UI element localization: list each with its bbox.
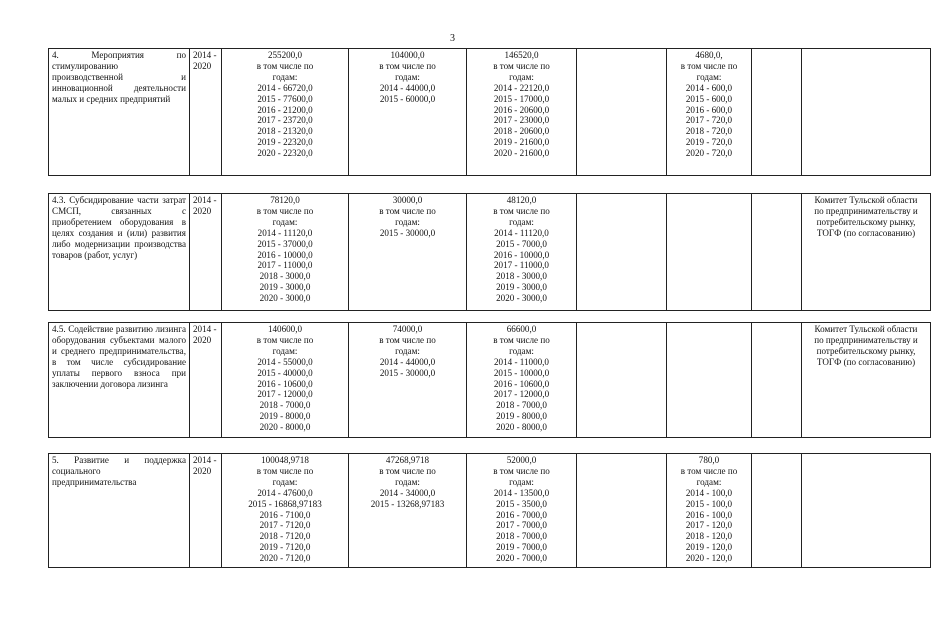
cell-line: в том числе по <box>680 60 738 71</box>
municipal-funding-cell <box>577 49 667 176</box>
cell-line: годам: <box>509 345 534 356</box>
cell-line: 2019 - 3000,0 <box>496 282 547 293</box>
period-cell <box>190 194 222 311</box>
cell-line: в том числе по <box>379 60 436 71</box>
cell-line: годам: <box>395 216 420 227</box>
cell-line: 2016 - 600,0 <box>685 104 733 115</box>
cell-line: годам: <box>509 216 534 227</box>
period-cell <box>190 49 222 176</box>
cell-line: 780,0 <box>698 455 720 465</box>
cell-line: 2015 - 30000,0 <box>379 367 436 378</box>
responsible-executor-cell <box>802 454 931 568</box>
cell-line: 2017 - 23000,0 <box>493 115 550 126</box>
cell-line: годам: <box>272 71 298 82</box>
cell-line: годам: <box>272 345 298 356</box>
other-funding-cell <box>667 454 752 568</box>
cell-line: годам: <box>395 345 420 356</box>
cell-line: 2017 - 11000,0 <box>257 260 313 271</box>
extra-funding-cell <box>752 323 802 438</box>
cell-line: 2014 - <box>193 324 217 334</box>
program-block-4-5 <box>48 322 931 438</box>
cell-line: 2018 - 120,0 <box>685 531 733 542</box>
cell-line: 2015 - 60000,0 <box>379 93 436 104</box>
cell-line: 140600,0 <box>267 324 303 334</box>
cell-line: 2017 - 12000,0 <box>257 389 313 400</box>
total-funding-cell <box>222 454 349 568</box>
cell-line: 52000,0 <box>506 455 537 465</box>
cell-line: 2016 - 20600,0 <box>493 104 550 115</box>
cell-line: 2014 - <box>193 455 217 465</box>
cell-line: 2014 - 100,0 <box>685 487 733 498</box>
cell-line: 2014 - 44000,0 <box>379 356 436 367</box>
cell-line: годам: <box>395 71 420 82</box>
cell-line: 2014 - 11120,0 <box>494 227 549 238</box>
cell-line: в том числе по <box>493 205 550 216</box>
municipal-funding-cell <box>577 454 667 568</box>
cell-line: 100048,9718 <box>261 455 309 465</box>
program-block-4 <box>48 48 931 176</box>
other-funding-cell <box>667 49 752 176</box>
cell-line: в том числе по <box>493 60 550 71</box>
municipal-funding-cell <box>577 323 667 438</box>
cell-line: 2014 - 11000,0 <box>494 356 549 367</box>
cell-line: 2020 <box>193 465 212 476</box>
cell-line: в том числе по <box>256 60 314 71</box>
cell-line: 2014 - 600,0 <box>685 82 733 93</box>
cell-line: 2020 - 720,0 <box>685 148 733 159</box>
regional-funding-cell <box>467 454 577 568</box>
cell-line: годам: <box>272 476 298 487</box>
cell-line: 2017 - 720,0 <box>685 115 733 126</box>
cell-line: годам: <box>696 71 722 82</box>
program-block-5 <box>48 453 931 568</box>
cell-line: 2020 - 7120,0 <box>259 553 311 564</box>
other-funding-cell <box>667 323 752 438</box>
cell-line: 2015 - 30000,0 <box>379 227 436 238</box>
cell-line: 255200,0 <box>267 50 303 60</box>
federal-funding-cell <box>349 49 467 176</box>
extra-funding-cell <box>752 454 802 568</box>
total-funding-cell <box>222 194 349 311</box>
cell-line: 2018 - 7120,0 <box>259 531 311 542</box>
cell-line: 2018 - 7000,0 <box>259 400 311 411</box>
cell-line: в том числе по <box>493 465 550 476</box>
cell-line: 2019 - 720,0 <box>685 137 733 148</box>
cell-line: в том числе по <box>379 205 436 216</box>
cell-line: потребительскому рынку, <box>816 216 916 227</box>
cell-line: 2015 - 77600,0 <box>257 93 313 104</box>
cell-line: 2014 - 22120,0 <box>493 82 550 93</box>
cell-line: годам: <box>395 476 420 487</box>
cell-line: годам: <box>509 71 534 82</box>
cell-line: по предпринимательству и <box>814 205 918 216</box>
cell-line: годам: <box>272 216 298 227</box>
cell-line: 2014 - 66720,0 <box>257 82 313 93</box>
cell-line: 2014 - <box>193 195 217 205</box>
cell-line: 2015 - 13268,97183 <box>370 498 445 509</box>
cell-line: 2015 - 10000,0 <box>493 367 550 378</box>
cell-line: 2019 - 21600,0 <box>493 137 550 148</box>
cell-line: Комитет Тульской области <box>814 195 918 205</box>
cell-line: 48120,0 <box>506 195 537 205</box>
cell-line: 30000,0 <box>392 195 423 205</box>
cell-line: по предпринимательству и <box>814 334 918 345</box>
cell-line: 2019 - 22320,0 <box>257 137 313 148</box>
other-funding-cell <box>667 194 752 311</box>
responsible-executor-cell <box>802 194 931 311</box>
cell-line: 2015 - 3500,0 <box>496 498 547 509</box>
cell-line: 2019 - 7000,0 <box>496 542 547 553</box>
cell-line: годам: <box>696 476 722 487</box>
cell-line: 2015 - 7000,0 <box>496 238 547 249</box>
cell-line: 2018 - 7000,0 <box>496 400 547 411</box>
cell-line: 2016 - 10600,0 <box>493 378 550 389</box>
cell-line: 2020 - 7000,0 <box>496 553 547 564</box>
measure-name: 4.5. Содействие развитию лизинга оборудования субъектами малого и среднего предпринимательства, в том числе субсидирование уплаты первого взноса при заключении договора лизинга <box>49 323 190 438</box>
cell-line: 2014 - 44000,0 <box>379 82 436 93</box>
cell-line: 2015 - 100,0 <box>685 498 733 509</box>
cell-line: 146520,0 <box>504 50 539 60</box>
cell-line: 4680,0, <box>695 50 723 60</box>
cell-line: 2019 - 3000,0 <box>259 282 311 293</box>
cell-line: 2020 <box>193 205 212 216</box>
cell-line: 2020 - 3000,0 <box>259 293 311 304</box>
measure-name: 4.3. Субсидирование части затрат СМСП, связанных с приобретением оборудования в целях создания и (или) развития либо модернизации производства товаров (работ, услуг) <box>49 194 190 311</box>
total-funding-cell <box>222 323 349 438</box>
cell-line: 2015 - 16868,97183 <box>248 498 322 509</box>
cell-line: 2017 - 12000,0 <box>493 389 550 400</box>
regional-funding-cell <box>467 323 577 438</box>
cell-line: 2014 - 47600,0 <box>257 487 313 498</box>
extra-funding-cell <box>752 49 802 176</box>
cell-line: 2020 - 3000,0 <box>496 293 547 304</box>
cell-line: 2016 - 100,0 <box>685 509 733 520</box>
cell-line: 2018 - 720,0 <box>685 126 733 137</box>
cell-line: 2014 - 13500,0 <box>493 487 550 498</box>
cell-line: 2016 - 7100,0 <box>259 509 311 520</box>
cell-line: 2020 - 8000,0 <box>259 422 311 433</box>
cell-line: 47268,9718 <box>385 455 430 465</box>
cell-line: 2020 - 120,0 <box>685 553 733 564</box>
period-cell <box>190 454 222 568</box>
cell-line: в том числе по <box>256 205 314 216</box>
cell-line: 2020 - 21600,0 <box>493 148 550 159</box>
cell-line: в том числе по <box>680 465 738 476</box>
cell-line: 2018 - 21320,0 <box>257 126 313 137</box>
extra-funding-cell <box>752 194 802 311</box>
cell-line: 2017 - 7120,0 <box>259 520 311 531</box>
cell-line: 2014 - 11120,0 <box>257 227 313 238</box>
cell-line: 2018 - 3000,0 <box>496 271 547 282</box>
cell-line: 2020 <box>193 334 212 345</box>
cell-line: 2018 - 3000,0 <box>259 271 311 282</box>
cell-line: годам: <box>509 476 534 487</box>
federal-funding-cell <box>349 323 467 438</box>
period-cell <box>190 323 222 438</box>
municipal-funding-cell <box>577 194 667 311</box>
cell-line: ТОГФ (по согласованию) <box>816 227 916 238</box>
cell-line: 2017 - 23720,0 <box>257 115 313 126</box>
total-funding-cell <box>222 49 349 176</box>
program-block-4-3 <box>48 193 931 311</box>
cell-line: потребительскому рынку, <box>816 345 916 356</box>
cell-line: ТОГФ (по согласованию) <box>816 356 916 367</box>
cell-line: 2019 - 120,0 <box>685 542 733 553</box>
cell-line: 2015 - 37000,0 <box>257 238 313 249</box>
cell-line: 2017 - 7000,0 <box>496 520 547 531</box>
cell-line: 2019 - 8000,0 <box>259 411 311 422</box>
cell-line: 2016 - 10000,0 <box>493 249 550 260</box>
federal-funding-cell <box>349 454 467 568</box>
cell-line: в том числе по <box>379 334 436 345</box>
cell-line: в том числе по <box>256 465 314 476</box>
cell-line: 2020 <box>193 60 212 71</box>
cell-line: 2018 - 7000,0 <box>496 531 547 542</box>
cell-line: 2019 - 8000,0 <box>496 411 547 422</box>
cell-line: 2016 - 10600,0 <box>257 378 313 389</box>
cell-line: 74000,0 <box>392 324 423 334</box>
cell-line: 78120,0 <box>270 195 300 205</box>
measure-name: 5. Развитие и поддержка социального предпринимательства <box>49 454 190 568</box>
responsible-executor-cell <box>802 49 931 176</box>
cell-line: 2016 - 21200,0 <box>257 104 313 115</box>
cell-line: 2020 - 8000,0 <box>496 422 547 433</box>
cell-line: 2018 - 20600,0 <box>493 126 550 137</box>
federal-funding-cell <box>349 194 467 311</box>
cell-line: 2017 - 120,0 <box>685 520 733 531</box>
regional-funding-cell <box>467 194 577 311</box>
cell-line: 2015 - 17000,0 <box>493 93 550 104</box>
page-number: 3 <box>450 33 455 44</box>
measure-name: 4. Мероприятия по стимулированию производственной и инновационной деятельности малых и средних предприятий <box>49 49 190 176</box>
regional-funding-cell <box>467 49 577 176</box>
cell-line: 66600,0 <box>506 324 537 334</box>
cell-line: в том числе по <box>256 334 314 345</box>
cell-line: 2014 - 55000,0 <box>257 356 313 367</box>
cell-line: 2014 - <box>193 50 217 60</box>
cell-line: 2016 - 7000,0 <box>496 509 547 520</box>
cell-line: 2019 - 7120,0 <box>259 542 311 553</box>
responsible-executor-cell <box>802 323 931 438</box>
cell-line: 2017 - 11000,0 <box>494 260 549 271</box>
cell-line: 2015 - 600,0 <box>685 93 733 104</box>
cell-line: 2020 - 22320,0 <box>257 148 313 159</box>
cell-line: 2015 - 40000,0 <box>257 367 313 378</box>
cell-line: в том числе по <box>493 334 550 345</box>
cell-line: 2016 - 10000,0 <box>257 249 313 260</box>
cell-line: в том числе по <box>379 465 436 476</box>
cell-line: 2014 - 34000,0 <box>379 487 436 498</box>
cell-line: 104000,0 <box>390 50 425 60</box>
cell-line: Комитет Тульской области <box>814 324 918 334</box>
